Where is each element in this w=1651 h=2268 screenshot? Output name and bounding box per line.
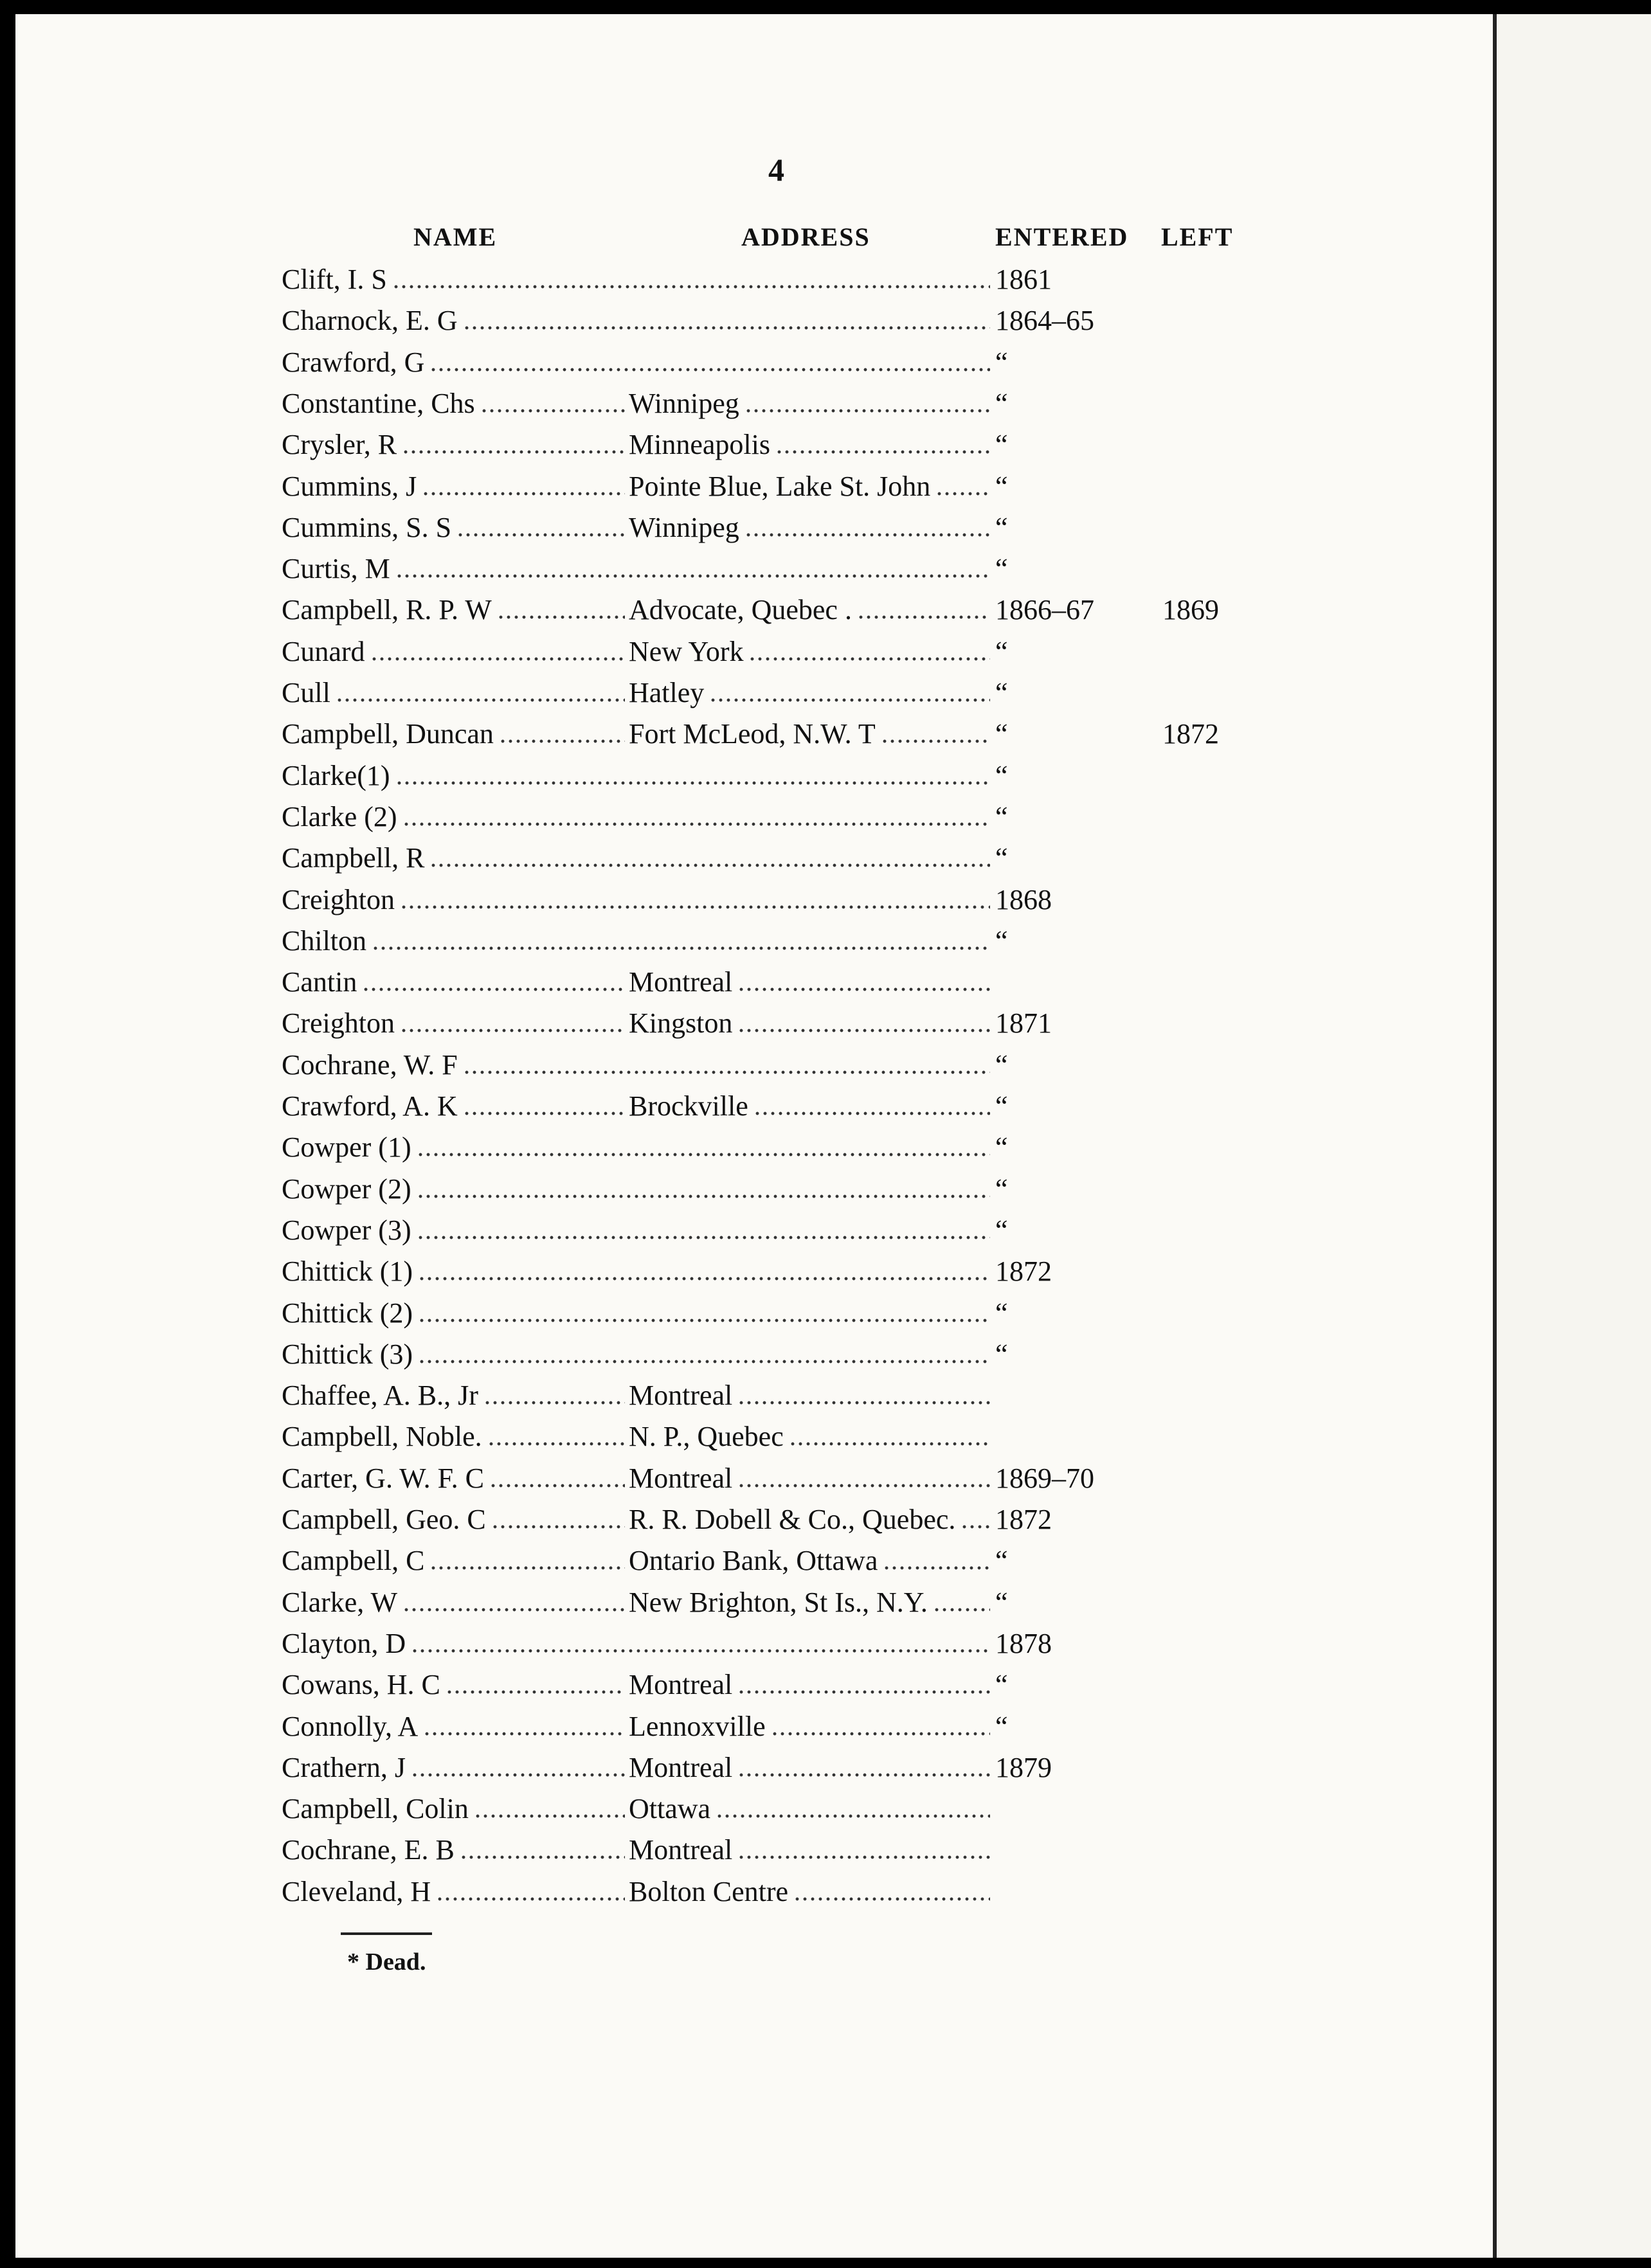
dot-leader — [400, 905, 990, 909]
dot-leader — [499, 739, 625, 743]
row-address: New York — [629, 635, 744, 667]
row-address: Montreal — [629, 1380, 733, 1412]
dot-leader — [372, 946, 990, 950]
page — [15, 14, 1494, 2258]
row-address: Montreal — [629, 966, 733, 998]
row-entered: 1879 — [995, 1751, 1052, 1783]
dot-leader — [744, 533, 990, 537]
row-entered: 1878 — [995, 1627, 1052, 1659]
dot-leader — [423, 1732, 625, 1736]
dot-leader — [418, 1360, 990, 1364]
row-address: Ottawa — [629, 1793, 711, 1825]
dot-leader — [402, 822, 990, 826]
row-name: Cleveland, H — [282, 1875, 431, 1907]
dot-leader — [411, 1649, 990, 1653]
dot-leader — [474, 1814, 625, 1818]
row-name: Campbell, C — [282, 1545, 425, 1577]
row-name: Crawford, G — [282, 346, 425, 378]
row-entered: “ — [995, 677, 1008, 708]
dot-leader — [716, 1814, 990, 1818]
dot-leader — [456, 533, 625, 537]
row-entered: “ — [995, 470, 1008, 502]
dot-leader — [737, 1484, 990, 1488]
dot-leader — [748, 657, 990, 661]
dot-leader — [737, 987, 990, 991]
header-name: NAME — [413, 222, 498, 251]
row-name: Campbell, Geo. C — [282, 1504, 486, 1535]
dot-leader — [497, 615, 625, 619]
dot-leader — [883, 1566, 990, 1570]
dot-leader — [395, 781, 990, 785]
row-name: Cochrane, W. F — [282, 1048, 458, 1081]
row-address: New Brighton, St Is., N.Y. — [629, 1586, 928, 1618]
row-name: Crawford, A. K — [282, 1090, 458, 1122]
dot-leader — [392, 285, 990, 289]
row-entered: “ — [995, 718, 1008, 750]
row-entered: 1861 — [995, 264, 1052, 295]
row-address: Winnipeg — [629, 387, 739, 419]
row-entered: 1869–70 — [995, 1462, 1094, 1494]
dot-leader — [933, 1608, 990, 1612]
row-entered: “ — [995, 800, 1008, 833]
row-name: Creighton — [282, 1007, 395, 1040]
dot-leader — [362, 987, 625, 991]
row-entered: “ — [995, 1090, 1008, 1122]
row-name: Chittick (1) — [282, 1256, 413, 1288]
row-entered: “ — [995, 759, 1008, 791]
row-entered: “ — [995, 1710, 1008, 1742]
row-entered: 1864–65 — [995, 305, 1094, 337]
row-address: Montreal — [629, 1669, 733, 1701]
dot-leader — [429, 1566, 625, 1570]
row-name: Clarke (2) — [282, 800, 397, 833]
dot-leader — [744, 409, 990, 413]
dot-leader — [491, 1525, 625, 1529]
row-name: Campbell, R — [282, 842, 425, 874]
row-name: Campbell, Duncan — [282, 718, 494, 750]
row-entered: “ — [995, 1545, 1008, 1577]
dot-leader — [418, 1318, 990, 1322]
row-name: Creighton — [282, 883, 395, 915]
row-entered: “ — [995, 842, 1008, 874]
row-entered: “ — [995, 346, 1008, 378]
row-name: Campbell, Noble. — [282, 1421, 482, 1453]
row-entered: “ — [995, 511, 1008, 543]
dot-leader — [771, 1732, 990, 1736]
row-name: Cochrane, E. B — [282, 1834, 455, 1866]
dot-leader — [881, 739, 990, 743]
dot-leader — [436, 1897, 625, 1901]
dot-leader — [483, 1401, 625, 1405]
dot-leader — [460, 1855, 625, 1859]
dot-leader — [737, 1690, 990, 1694]
row-entered: “ — [995, 924, 1008, 957]
dot-leader — [395, 574, 990, 578]
row-entered: 1871 — [995, 1007, 1052, 1040]
row-name: Crysler, R — [282, 429, 397, 461]
dot-leader — [402, 1608, 625, 1612]
row-address: Kingston — [629, 1007, 733, 1040]
dot-leader — [417, 1236, 990, 1239]
row-name: Cowper (2) — [282, 1173, 411, 1205]
row-entered: “ — [995, 429, 1008, 461]
row-address: Bolton Centre — [629, 1875, 789, 1907]
dot-leader — [789, 1442, 990, 1446]
page-number: 4 — [768, 152, 784, 188]
dot-leader — [487, 1442, 625, 1446]
row-address: Winnipeg — [629, 511, 739, 543]
row-name: Cummins, J — [282, 470, 417, 502]
row-name: Chaffee, A. B., Jr — [282, 1380, 478, 1412]
dot-leader — [737, 1773, 990, 1777]
dot-leader — [417, 1194, 990, 1198]
row-entered: “ — [995, 1214, 1008, 1246]
row-name: Chilton — [282, 924, 367, 957]
row-left: 1869 — [1162, 594, 1219, 626]
dot-leader — [753, 1112, 990, 1115]
row-address: Minneapolis — [629, 429, 770, 461]
dot-leader — [737, 1029, 990, 1032]
dot-leader — [463, 326, 990, 330]
row-name: Clift, I. S — [282, 264, 387, 295]
dot-leader — [411, 1773, 625, 1777]
row-address: Ontario Bank, Ottawa — [629, 1545, 878, 1577]
row-name: Charnock, E. G — [282, 305, 458, 337]
adjacent-page-edge — [1497, 14, 1651, 2258]
row-entered: 1866–67 — [995, 594, 1094, 626]
row-name: Constantine, Chs — [282, 387, 475, 419]
row-name: Cunard — [282, 635, 365, 667]
row-entered: “ — [995, 1297, 1008, 1329]
dot-leader — [793, 1897, 990, 1901]
row-address: Montreal — [629, 1462, 733, 1494]
row-entered: “ — [995, 553, 1008, 585]
row-entered: 1872 — [995, 1504, 1052, 1535]
row-name: Clarke, W — [282, 1586, 398, 1618]
row-name: Cowper (1) — [282, 1131, 411, 1164]
dot-leader — [370, 657, 625, 661]
row-entered: “ — [995, 387, 1008, 419]
row-name: Chittick (3) — [282, 1338, 413, 1370]
row-entered: 1872 — [995, 1256, 1052, 1288]
dot-leader — [737, 1855, 990, 1859]
row-entered: “ — [995, 1173, 1008, 1205]
header-left: LEFT — [1161, 222, 1234, 251]
row-name: Campbell, Colin — [282, 1793, 469, 1825]
row-entered: “ — [995, 1586, 1008, 1618]
row-address: Brockville — [629, 1090, 748, 1122]
row-address: Advocate, Quebec . — [629, 594, 852, 626]
dot-leader — [961, 1525, 990, 1529]
row-name: Carter, G. W. F. C — [282, 1462, 484, 1494]
dot-leader — [489, 1484, 625, 1488]
row-name: Cantin — [282, 966, 357, 998]
dot-leader — [935, 492, 990, 496]
footnote: * Dead. — [347, 1949, 426, 1976]
row-entered: “ — [995, 635, 1008, 667]
row-entered: “ — [995, 1048, 1008, 1081]
row-address: Lennoxville — [629, 1710, 766, 1742]
row-address: R. R. Dobell & Co., Quebec. — [629, 1504, 956, 1535]
row-entered: “ — [995, 1338, 1008, 1370]
dot-leader — [857, 615, 990, 619]
row-name: Cowper (3) — [282, 1214, 411, 1246]
dot-leader — [417, 1153, 990, 1156]
row-name: Connolly, A — [282, 1710, 419, 1742]
row-name: Campbell, R. P. W — [282, 594, 492, 626]
row-address: N. P., Quebec — [629, 1421, 784, 1453]
footnote-rule — [341, 1932, 432, 1935]
dot-leader — [429, 368, 990, 372]
row-entered: “ — [995, 1131, 1008, 1164]
dot-leader — [422, 492, 625, 496]
header-entered: ENTERED — [995, 222, 1129, 251]
dot-leader — [402, 450, 625, 454]
row-name: Crathern, J — [282, 1751, 406, 1783]
dot-leader — [418, 1277, 990, 1281]
row-address: Montreal — [629, 1834, 733, 1866]
row-left: 1872 — [1162, 718, 1219, 750]
row-name: Chittick (2) — [282, 1297, 413, 1329]
dot-leader — [400, 1029, 625, 1032]
row-name: Clayton, D — [282, 1627, 406, 1659]
dot-leader — [429, 863, 990, 867]
row-entered: “ — [995, 1669, 1008, 1701]
row-address: Montreal — [629, 1751, 733, 1783]
dot-leader — [446, 1690, 625, 1694]
dot-leader — [737, 1401, 990, 1405]
row-address: Hatley — [629, 677, 705, 708]
dot-leader — [775, 450, 990, 454]
row-name: Curtis, M — [282, 553, 390, 585]
dot-leader — [463, 1112, 625, 1115]
row-entered: 1868 — [995, 883, 1052, 915]
dot-leader — [709, 698, 990, 702]
dot-leader — [336, 698, 625, 702]
row-name: Clarke(1) — [282, 759, 390, 791]
dot-leader — [463, 1070, 990, 1074]
row-name: Cummins, S. S — [282, 511, 452, 543]
row-name: Cull — [282, 677, 330, 708]
header-address: ADDRESS — [741, 222, 871, 251]
dot-leader — [480, 409, 625, 413]
row-address: Pointe Blue, Lake St. John — [629, 470, 931, 502]
row-address: Fort McLeod, N.W. T — [629, 718, 876, 750]
row-name: Cowans, H. C — [282, 1669, 440, 1701]
